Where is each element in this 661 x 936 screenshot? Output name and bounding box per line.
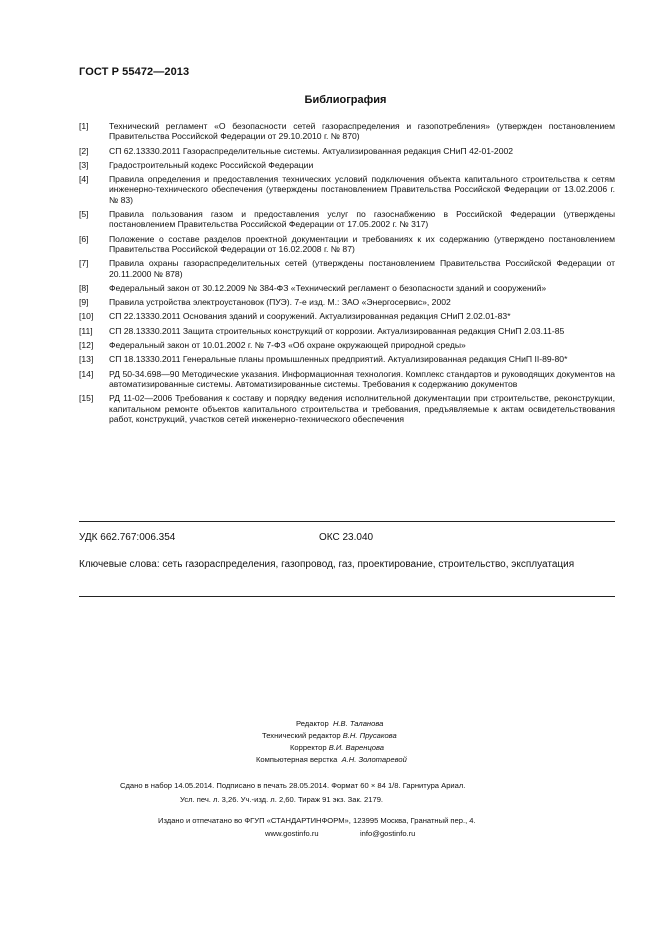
entry-number: [11] — [79, 325, 93, 336]
publisher-email: info@gostinfo.ru — [360, 829, 416, 838]
publisher-site: www.gostinfo.ru — [265, 829, 319, 838]
entry-text: РД 11-02—2006 Требования к составу и порядку ведения исполнительной документации при строительстве, реконструкции, капитальном ремонте объектов капитального строительства и требования, предъявляемые к актам освидетельствования работ, конструкций, участков сетей инженерно-технического обеспечения — [109, 393, 615, 424]
credit-layout: Компьютерная верстка А.Н. Золотаревой — [256, 755, 407, 764]
entry-number: [13] — [79, 354, 94, 365]
bibliography-title: Библиография — [304, 94, 387, 106]
bibliography-entry — [79, 297, 615, 307]
publication-line-3: Издано и отпечатано во ФГУП «СТАНДАРТИНФОРМ», 123995 Москва, Гранатный пер., 4. — [158, 816, 476, 825]
bibliography-entry — [79, 146, 615, 156]
keywords-text: сеть газораспределения, газопровод, газ, проектирование, строительство, эксплуатация — [162, 559, 575, 570]
standard-header: ГОСТ Р 55472—2013 — [79, 66, 190, 78]
credit-editor: Редактор Н.В. Таланова — [296, 719, 384, 728]
entry-number: [1] — [79, 121, 89, 131]
bibliography-list — [79, 121, 615, 428]
bibliography-entry — [79, 234, 615, 255]
keywords — [79, 558, 615, 571]
entry-number: [5] — [79, 209, 89, 220]
entry-number: [9] — [79, 297, 89, 308]
oks-code: ОКС 23.040 — [319, 532, 374, 543]
entry-text: Правила определения и предоставления технических условий подключения объекта капитального строительства к сетям инженерно-технического обеспечения (утверждены постановлением Правительства Российской Федерации от 13.02.2006 г. № 83) — [109, 174, 615, 205]
bottom-divider — [79, 596, 615, 597]
entry-number: [8] — [79, 282, 89, 293]
top-divider — [79, 521, 615, 522]
entry-number: [15] — [79, 393, 94, 404]
entry-text: Положение о составе разделов проектной документации и требованиях к их содержанию (утверждено постановлением Правительства Российской Федерации от 16.02.2008 г. № 87) — [109, 233, 615, 254]
entry-text: СП 28.13330.2011 Защита строительных конструкций от коррозии. Актуализированная редакция СНиП 2.03.11-85 — [109, 325, 565, 336]
entry-number: [14] — [79, 368, 94, 379]
entry-text: РД 50-34.698—90 Методические указания. Информационная технология. Комплекс стандартов и руководящих документов на автоматизированные системы. Автоматизированные системы. Требования к содержанию документов — [109, 368, 615, 389]
bibliography-entry — [79, 209, 615, 230]
publication-line-1: Сдано в набор 14.05.2014. Подписано в печать 28.05.2014. Формат 60 × 84 1/8. Гарнитура Ариал. — [120, 781, 466, 790]
entry-text: Правила пользования газом и предоставления услуг по газоснабжению в Российской Федерации (утверждены постановлением Правительства Российской Федерации от 17.05.2002 г. № 317) — [109, 209, 615, 230]
entry-text: Градостроительный кодекс Российской Федерации — [109, 159, 314, 170]
entry-text: Федеральный закон от 30.12.2009 № 384-ФЗ «Технический регламент о безопасности зданий и сооружений» — [109, 282, 547, 293]
entry-text: Технический регламент «О безопасности сетей газораспределения и газопотребления» (утвержден постановлением Правительства Российской Федерации от 29.10.2010 г. № 870) — [109, 121, 615, 142]
bibliography-entry — [79, 393, 615, 424]
bibliography-entry — [79, 121, 615, 142]
entry-text: Правила устройства электроустановок (ПУЭ). 7-е изд. М.: ЗАО «Энергосервис», 2002 — [109, 297, 451, 308]
entry-number: [10] — [79, 311, 94, 322]
credit-corrector: Корректор В.И. Варенцова — [290, 743, 385, 752]
entry-text: Правила охраны газораспределительных сетей (утверждены постановлением Правительства Российской Федерации от 20.11.2000 № 878) — [109, 258, 615, 279]
udk-code: УДК 662.767:006.354 — [79, 532, 176, 543]
entry-text: СП 18.13330.2011 Генеральные планы промышленных предприятий. Актуализированная редакция СНиП II-89-80* — [109, 354, 568, 365]
entry-number: [6] — [79, 233, 89, 244]
bibliography-entry — [79, 258, 615, 279]
bibliography-entry — [79, 160, 615, 170]
keywords-label: Ключевые слова: — [79, 559, 160, 570]
entry-number: [2] — [79, 145, 89, 156]
bibliography-entry — [79, 369, 615, 390]
bibliography-entry — [79, 340, 615, 350]
bibliography-entry — [79, 354, 615, 364]
entry-number: [12] — [79, 340, 94, 351]
bibliography-entry — [79, 311, 615, 321]
entry-number: [4] — [79, 174, 89, 185]
entry-number: [3] — [79, 159, 89, 170]
bibliography-entry — [79, 326, 615, 336]
entry-text: СП 22.13330.2011 Основания зданий и сооружений. Актуализированная редакция СНиП 2.02.01-83* — [109, 311, 511, 322]
publication-line-2: Усл. печ. л. 3,26. Уч.-изд. л. 2,60. Тираж 91 экз. Зак. 2179. — [180, 795, 384, 804]
entry-number: [7] — [79, 258, 89, 269]
bibliography-entry — [79, 174, 615, 205]
bibliography-entry — [79, 283, 615, 293]
credit-tech-editor: Технический редактор В.Н. Прусакова — [262, 731, 397, 740]
entry-text: СП 62.13330.2011 Газораспределительные системы. Актуализированная редакция СНиП 42-01-2002 — [109, 145, 514, 156]
entry-text: Федеральный закон от 10.01.2002 г. № 7-ФЗ «Об охране окружающей природной среды» — [109, 340, 466, 351]
